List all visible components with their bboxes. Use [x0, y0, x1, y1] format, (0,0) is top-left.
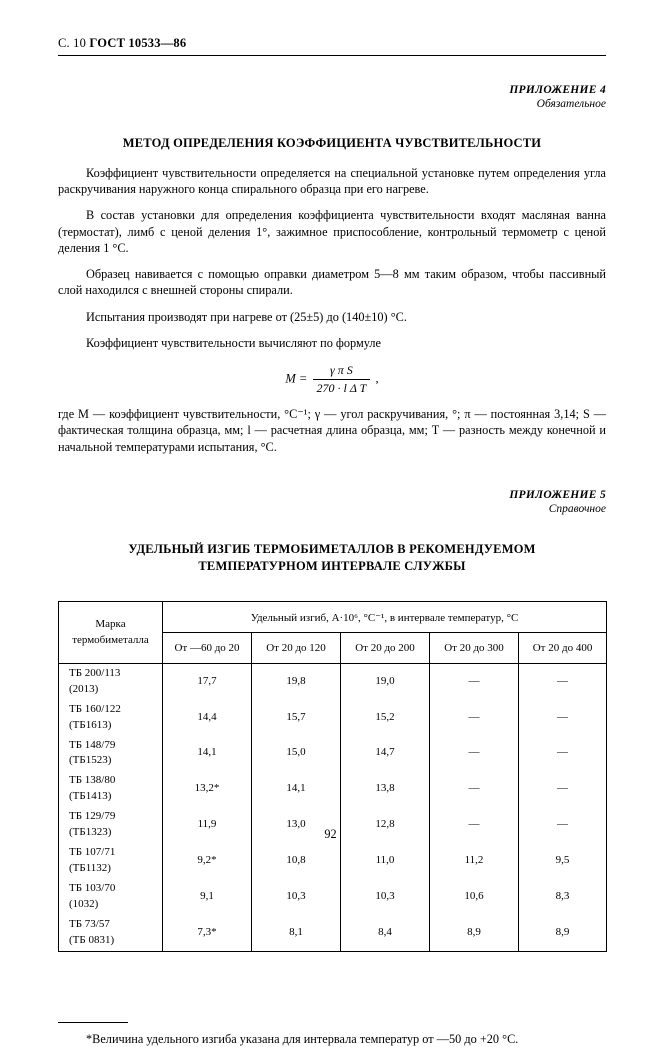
formula-fraction — [313, 363, 371, 396]
cell-value-1: 13,2* — [163, 771, 252, 807]
cell-mark — [59, 915, 163, 951]
cell-value-5: — — [519, 807, 607, 843]
footnote-separator — [58, 1022, 128, 1023]
specific-bend-table — [58, 601, 607, 952]
header-range-1: От —60 до 20 — [163, 633, 252, 663]
table-row — [59, 879, 607, 915]
cell-value-2: 15,0 — [252, 736, 341, 772]
cell-value-3: 11,0 — [341, 843, 430, 879]
cell-value-4: 8,9 — [430, 915, 519, 951]
mark-line-1: ТБ 73/57 — [69, 917, 110, 930]
paragraph-3: Образец навивается с помощью оправки диаметром 5—8 мм таким образом, чтобы пассивный слой находился с внешней стороны спирали. — [58, 267, 606, 298]
cell-value-2: 10,8 — [252, 843, 341, 879]
mark-line-2: (1032) — [69, 897, 99, 910]
appendix-4-block — [58, 84, 606, 110]
mark-line-2: (ТБ1613) — [69, 718, 112, 731]
table-row — [59, 736, 607, 772]
table-row — [59, 843, 607, 879]
mark-line-2: (ТБ1413) — [69, 790, 112, 803]
table-heading-line-1: УДЕЛЬНЫЙ ИЗГИБ ТЕРМОБИМЕТАЛЛОВ В РЕКОМЕНДУЕМОМ — [128, 542, 536, 556]
cell-value-4: — — [430, 663, 519, 699]
cell-mark — [59, 736, 163, 772]
cell-value-4: 10,6 — [430, 879, 519, 915]
cell-value-3: 8,4 — [341, 915, 430, 951]
cell-value-5: 8,3 — [519, 879, 607, 915]
cell-value-1: 7,3* — [163, 915, 252, 951]
mark-line-2: (ТБ 0831) — [69, 933, 115, 946]
formula-legend: где M — коэффициент чувствительности, °С⁻¹; γ — угол раскручивания, °; π — постоянная 3,14; S — фактическая толщина образца, мм; l — расчетная длина образца, мм; T — разность между конечной и начальной температурами испытания, °С. — [58, 406, 606, 454]
standard-number: ГОСТ 10533—86 — [89, 36, 187, 50]
cell-value-3: 10,3 — [341, 879, 430, 915]
header-span-bend: Удельный изгиб, А·10⁶, °С⁻¹, в интервале температур, °С — [163, 601, 607, 633]
appendix-4-title: ПРИЛОЖЕНИЕ 4 — [509, 84, 606, 96]
header-brand — [59, 601, 163, 663]
mark-line-2: (ТБ1323) — [69, 826, 112, 839]
page-header — [58, 36, 606, 51]
header-range-5: От 20 до 400 — [519, 633, 607, 663]
cell-value-5: — — [519, 700, 607, 736]
cell-value-3: 13,8 — [341, 771, 430, 807]
cell-value-2: 8,1 — [252, 915, 341, 951]
table-row — [59, 915, 607, 951]
header-brand-line-2: термобиметалла — [72, 634, 149, 647]
page-number-label: С. 10 — [58, 36, 87, 50]
mark-line-1: ТБ 138/80 — [69, 774, 116, 787]
table-body — [59, 663, 607, 951]
table-row — [59, 771, 607, 807]
appendix-5-subtitle: Справочное — [548, 503, 606, 515]
cell-value-1: 17,7 — [163, 663, 252, 699]
cell-value-1: 11,9 — [163, 807, 252, 843]
cell-value-3: 19,0 — [341, 663, 430, 699]
mark-line-2: (ТБ1523) — [69, 754, 112, 767]
cell-value-5: — — [519, 736, 607, 772]
header-rule — [58, 55, 606, 56]
page-content — [58, 36, 606, 1047]
mark-line-1: ТБ 160/122 — [69, 702, 121, 715]
mark-line-1: ТБ 148/79 — [69, 738, 116, 751]
table-heading — [58, 541, 606, 575]
cell-value-2: 19,8 — [252, 663, 341, 699]
cell-mark — [59, 663, 163, 699]
cell-value-5: 8,9 — [519, 915, 607, 951]
cell-value-1: 9,2* — [163, 843, 252, 879]
table-row — [59, 663, 607, 699]
mark-line-2: (2013) — [69, 682, 99, 695]
cell-value-2: 13,0 — [252, 807, 341, 843]
table-row — [59, 700, 607, 736]
cell-value-1: 9,1 — [163, 879, 252, 915]
cell-value-1: 14,1 — [163, 736, 252, 772]
method-heading: МЕТОД ОПРЕДЕЛЕНИЯ КОЭФФИЦИЕНТА ЧУВСТВИТЕЛЬНОСТИ — [122, 136, 542, 150]
mark-line-1: ТБ 103/70 — [69, 882, 116, 894]
specific-bend-table-wrapper — [58, 601, 606, 952]
header-brand-line-1: Марка — [95, 617, 126, 630]
cell-value-5: 9,5 — [519, 843, 607, 879]
formula-numerator: γ π S — [313, 363, 371, 380]
formula-lhs: M = — [285, 371, 308, 386]
footnote-text: *Величина удельного изгиба указана для интервала температур от —50 до +20 °С. — [86, 1031, 519, 1046]
cell-value-2: 10,3 — [252, 879, 341, 915]
cell-value-4: — — [430, 807, 519, 843]
cell-value-4: — — [430, 771, 519, 807]
page-folio: 92 — [324, 827, 337, 841]
appendix-5-title: ПРИЛОЖЕНИЕ 5 — [509, 489, 606, 501]
cell-value-3: 15,2 — [341, 700, 430, 736]
paragraph-4: Испытания производят при нагреве от (25±5) до (140±10) °С. — [86, 309, 407, 324]
appendix-4-subtitle: Обязательное — [536, 98, 606, 110]
paragraph-1: Коэффициент чувствительности определяется на специальной установке путем определения угла раскручивания наружного конца спирального образца при его нагреве. — [58, 166, 606, 197]
cell-value-4: 11,2 — [430, 843, 519, 879]
paragraph-2: В состав установки для определения коэффициента чувствительности входят масляная ванна (термостат), лимб с ценой деления 1°, зажимное приспособление, контрольный термометр с ценой деления 1 °С. — [58, 208, 606, 255]
cell-value-4: — — [430, 700, 519, 736]
cell-value-1: 14,4 — [163, 700, 252, 736]
cell-mark — [59, 879, 163, 915]
sensitivity-formula — [58, 363, 606, 396]
header-range-2: От 20 до 120 — [252, 633, 341, 663]
header-range-4: От 20 до 300 — [430, 633, 519, 663]
formula-tail: , — [375, 371, 379, 386]
mark-line-1: ТБ 107/71 — [69, 846, 116, 859]
table-heading-line-2: ТЕМПЕРАТУРНОМ ИНТЕРВАЛЕ СЛУЖБЫ — [198, 558, 466, 573]
cell-mark — [59, 843, 163, 879]
mark-line-1: ТБ 129/79 — [69, 810, 116, 823]
formula-denominator: 270 · l Δ T — [316, 380, 367, 395]
cell-value-5: — — [519, 663, 607, 699]
mark-line-1: ТБ 200/113 — [69, 666, 121, 679]
header-range-3: От 20 до 200 — [341, 633, 430, 663]
cell-value-2: 15,7 — [252, 700, 341, 736]
table-header-row-1 — [59, 601, 607, 633]
cell-value-2: 14,1 — [252, 771, 341, 807]
cell-value-3: 12,8 — [341, 807, 430, 843]
mark-line-2: (ТБ1132) — [69, 862, 111, 875]
cell-mark — [59, 700, 163, 736]
appendix-5-block — [58, 489, 606, 515]
cell-value-5: — — [519, 771, 607, 807]
cell-mark — [59, 771, 163, 807]
paragraph-5: Коэффициент чувствительности вычисляют по формуле — [86, 335, 381, 350]
cell-value-4: — — [430, 736, 519, 772]
cell-value-3: 14,7 — [341, 736, 430, 772]
